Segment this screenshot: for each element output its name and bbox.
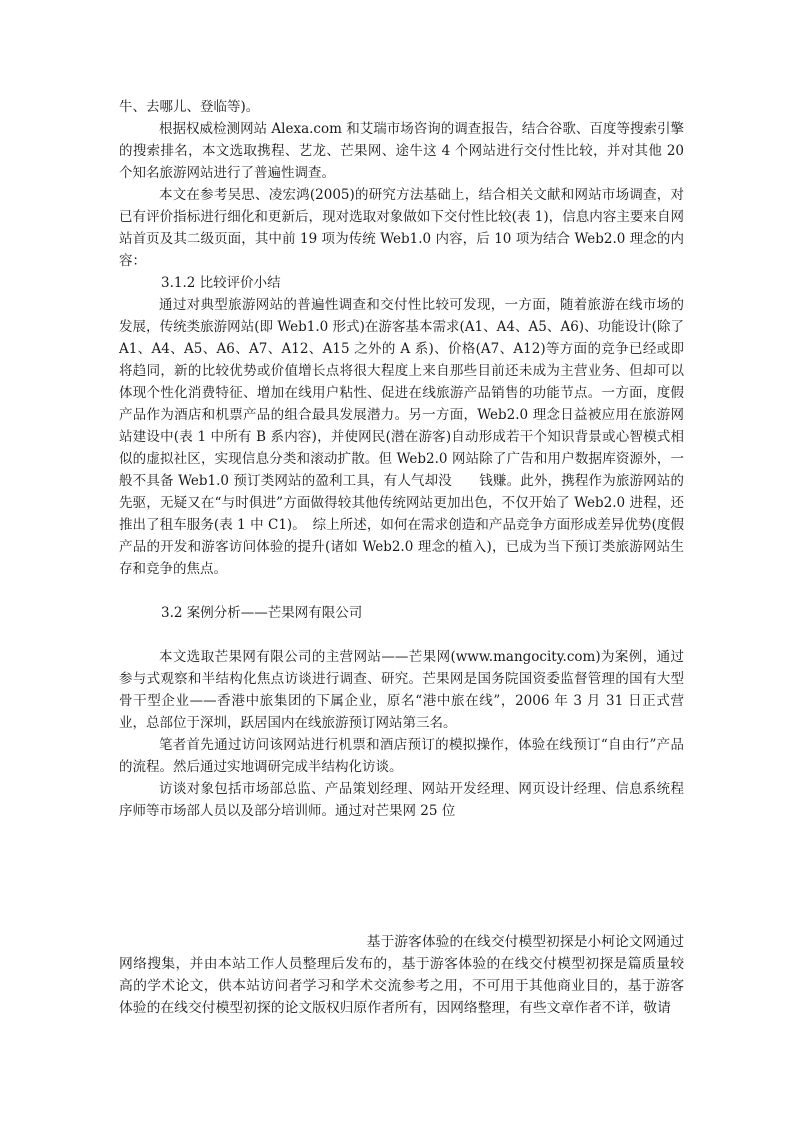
blank-line <box>119 580 684 602</box>
paragraph-continuation: 牛、去哪儿、登临等)。 <box>119 99 260 115</box>
paragraph-case-intro: 本文选取芒果网有限公司的主营网站——芒果网(www.mangocity.com)为案例，通过参与式观察和半结构化焦点访谈进行调查、研究。芒果网是国务院国资委监督管理的国有大型骨干型企业——香港中旅集团的下属企业，原名“港中旅在线”，2006 年 3 月 31 日正式营业，总部位于深圳，跃居国内在线旅游预订网站第三名。 <box>119 649 684 731</box>
copyright-footer <box>119 931 684 1019</box>
section-heading-3-1-2: 3.1.2 比较评价小结 <box>161 275 281 291</box>
footer-first-line: 基于游客体验的在线交付模型初探是小柯论文网通过 <box>366 934 684 950</box>
paragraph-summary: 通过对典型旅游网站的普遍性调查和交付性比较可发现，一方面，随着旅游在线市场的发展，传统类旅游网站(即 Web1.0 形式)在游客基本需求(A1、A4、A5、A6)、功能设计(除了 A1、A4、A5、A6、A7、A12、A15 之外的 A 系)、价格(A7、A12)等方面的竞争已经或即将趋同，新的比较优势或价值增长点将很大程度上来自那些目前还未成为主营业务、但却可以体现个性化消费特征、增加在线用户粘性、促进在线旅游产品销售的功能节点。一方面，度假产品作为酒店和机票产品的组合最具发展潜力。另一方面，Web2.0 理念日益被应用在旅游网站建设中(表 1 中所有 B 系内容)，并使网民(潜在游客)自动形成若干个知识背景或心智模式相似的虚拟社区，实现信息分类和滚动扩散。但 Web2.0 网站除了广告和用户数据库资源外，一般不具备 Web1.0 预订类网站的盈利工具，有人气却没 钱赚。此外，携程作为旅游网站的先驱，无疑又在“与时俱进”方面做得较其他传统网站更加出色，不仅开始了 Web2.0 进程，还推出了租车服务(表 1 中 C1)。 综上所述，如何在需求创造和产品竞争方面形成差异优势(度假产品的开发和游客访问体验的提升(诸如 Web2.0 理念的植入)，已成为当下预订类旅游网站生存和竞争的焦点。 <box>119 297 684 577</box>
section-heading-3-2: 3.2 案例分析——芒果网有限公司 <box>161 605 363 621</box>
footer-notice: 网络搜集，并由本站工作人员整理后发布的，基于游客体验的在线交付模型初探是篇质量较高的学术论文，供本站访问者学习和学术交流参考之用，不可用于其他商业目的，基于游客体验的在线交付模型初探的论文版权归原作者所有，因网络整理，有些文章作者不详，敬请 <box>119 956 684 1016</box>
paragraph-interviewees: 访谈对象包括市场部总监、产品策划经理、网站开发经理、网页设计经理、信息系统程序师等市场部人员以及部分培训师。通过对芒果网 25 位 <box>119 781 684 819</box>
article-body <box>119 96 684 822</box>
paragraph-method: 本文在参考吴思、凌宏鸿(2005)的研究方法基础上，结合相关文献和网站市场调查，对已有评价指标进行细化和更新后，现对选取对象做如下交付性比较(表 1)，信息内容主要来自网站首页及其二级页面，其中前 19 项为传统 Web1.0 内容，后 10 项为结合 Web2.0 理念的内容： <box>119 187 684 269</box>
paragraph-selection: 根据权威检测网站 Alexa.com 和艾瑞市场咨询的调查报告，结合谷歌、百度等搜索引擎的搜索排名，本文选取携程、艺龙、芒果网、途牛这 4 个网站进行交付性比较，并对其他 20 个知名旅游网站进行了普遍性调查。 <box>119 121 684 181</box>
paragraph-simulation: 笔者首先通过访问该网站进行机票和酒店预订的模拟操作，体验在线预订“自由行”产品的流程。然后通过实地调研完成半结构化访谈。 <box>119 737 684 775</box>
blank-line <box>119 624 684 646</box>
